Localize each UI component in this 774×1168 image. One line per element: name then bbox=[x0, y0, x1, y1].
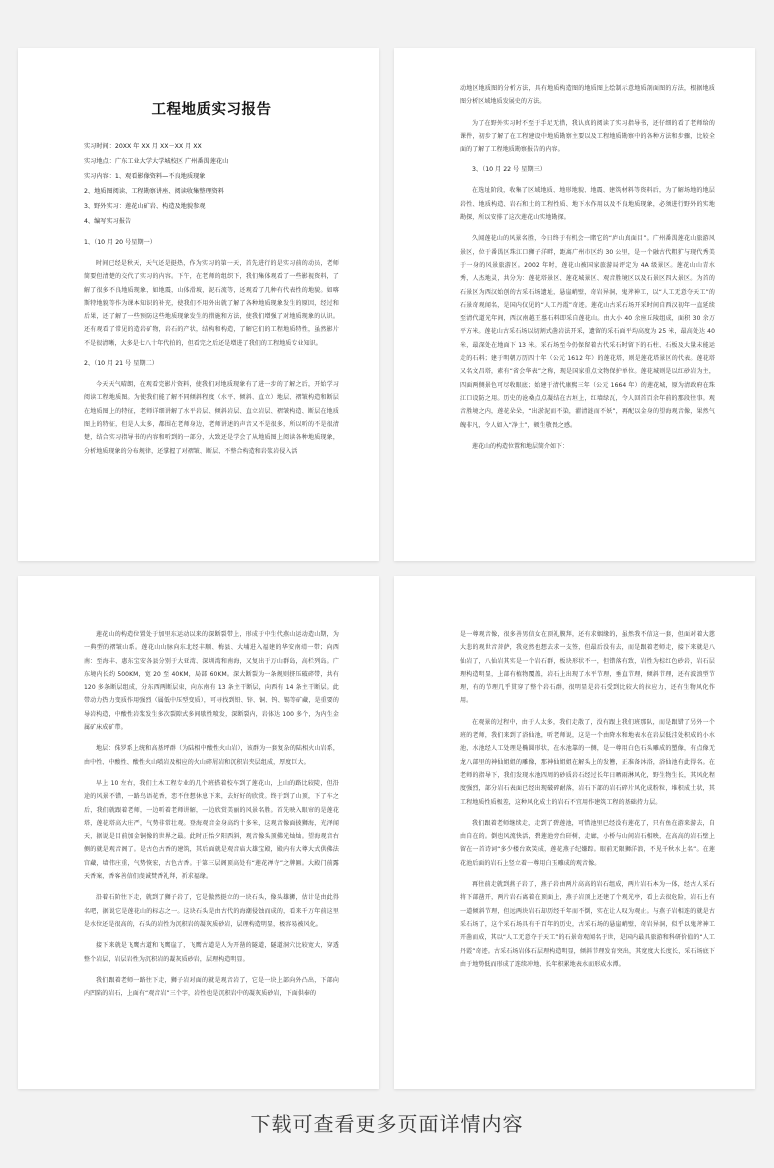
page-1-content bbox=[84, 98, 339, 551]
page-2-paragraph-2: 为了在野外实习时不至于手足无措，我认真的阅读了实习指导书，还仔细的看了老师给的课件，初步了解了在工程建设中地质勘察主要以及工程地质勘察中的各种方法和步骤，比较全面的了解了工程地质勘察报告的内容。 bbox=[460, 119, 715, 154]
page-4-paragraph-4: 再往前走就到燕子岩了，燕子岩由两片高高的岩石组成，两片岩石本为一体，经古人采石将下部凿开，两片岩石离着在顶面上，燕子岩顶上还建了个观光亭，看上去很危险，岩石上有一道倾斜节理，但远两块岩石却历经千年而不倒，实在让人叹为观止。与燕子岩相连的就是古采石场了，这个采石场具有千百年的历史，古采石场的悬崖峭壁，奇岩异洞，似乎以鬼斧神工开凿而成，其以“人工无意夺于天工”的石景奇观闻名于世，是国内最具旅游和科研价值的“人工丹霞”奇迹。古采石场岩体石层理构造明显，倾斜节理发育突出，其宽度大长度长，采石场底下由于地势低而形成了连续冲地、长年积累地表水而形成水潭。 bbox=[460, 881, 715, 968]
meta-content-2: 2、地质图阅读、工程勘察讲座、阅读收集整理资料 bbox=[84, 188, 225, 195]
page-3-paragraph-1: 莲花山的构造位置处于加里东运动以来的深断裂带上，形成于中生代燕山运动造山期，为一典型的褶皱山系。莲花山山脉向东北经丰顺、梅县、大埔进入福建的华安南靖一带；向西南：至海丰、惠东宝安各县分别于大亚湾、深圳湾和南海，又复出于万山群岛，高栏列岛。广东境内长约 500KM，宽 20 至 40KM，局部 60KM。深大断裂为一条规则挤压破碎带，共有 120 多条断层组成，分东西两断层束，向东南有 13 条主干断层，向西有 14 条主干断层。此带动力热力变质作用强烈（属低中压型变质），可寻找到铅、锌、铜、钨、锡等矿藏，是重要的导岩构造，中酸性岩浆发生多次裂隙式多间歇性喷发，深断裂内，岩体达 100 多个，为内生金属矿床成矿带。 bbox=[84, 631, 339, 732]
document-title: 工程地质实习报告 bbox=[151, 102, 272, 118]
page-4-paragraph-3: 我们跟着老师继续走，走到了碧莲池，可惜池里已经没有莲花了，只有鱼在游来游去，自由自在的。倒也风流快活，碧莲池旁台矸树，走廊，小桥与山间岩石相映，在高高的岩石壁上留在一首诗词“多少楼台欢笑成，莲花燕子纪嫌踪。眼前无限狮洋浪，不见千秋水上名”。在莲花池后面的岩石上竖立着一尊用白玉雕成的观音像。 bbox=[460, 819, 715, 867]
section-1-heading: 1、（10 月 20 号星期一） bbox=[84, 239, 156, 246]
page-2-paragraph-1: 动地区地质图的分析方法，具有地质构造图的地质图上绘制示意地质剖面图的方法，根据地质图分析区域地质发展史的方法。 bbox=[460, 85, 715, 106]
page-2-paragraph-4: 久闻莲花山的风景名胜，今日终于有机会一睹它的“庐山真面目”。广州番禺莲花山旅游风景区，位于番禺区珠江口狮子洋畔，距离广州市区约 30 公里，是一个融古代粗犷与现代秀美于一身的风景旅游区。2002 年时，莲花山被国家旅游局评定为 4A 级景区。莲花山山青水秀，人杰地灵，共分为：莲花塔景区、莲花城景区、观音胜境区以及石景区四大景区。为首的石景区为西汉始创的古采石场遗址，悬崖峭壁，奇岩异洞，鬼斧神工，以“人工无意夺天工”的石景奇观闻名，是国内仅见的“人工丹霞”奇迹。莲花山古采石场开采时间自西汉初年一直延续至清代道光年间，西汉南越王墓石料即采自莲花山。由大小 40 余座丘陵组成，面积 30 余万平方米。莲花山古采石场以切割式凿岩法开采，遗留的采石面平均高度为 25 米，最高处达 40 米，最深处在地面下 13 米。采石场至今仍保留着古代采石时留下的石柱、石板及大量未能运走的石料；建于明朝万历四十年（公元 1612 年）的莲花塔，则是莲花塔景区的代表。莲花塔又名文昌塔，素有“省会华表”之称，现是国家重点文物保护单位。莲花城则是以红砂岩为主，四面两侧景色可尽收眼底；始建于清代康熙三年（公元 1664 年）的莲花城，原为清政府在珠江口设防之用。历史的沧桑点点凝结在古垣上，红墙绿瓦，令人回首百余年前的那段往事。观音胜境之内，莲花朵朵，“出淤泥而不染，濯清涟而不妖”，再配以金身的望海观音像，果然气魄非凡，令人如入“净土”，顿生敬畏之感。 bbox=[460, 235, 715, 429]
meta-content-3: 3、野外实习：莲花山矿岩、构造及地貌参观 bbox=[84, 203, 206, 210]
section-3-heading: 3、（10 月 22 号 星期三） bbox=[472, 166, 546, 174]
page-4-content bbox=[460, 628, 715, 1079]
page-3-paragraph-5: 接下来就是飞鹰古道和飞鹰崖了，飞鹰古道是人为开凿的隧道，隧道洞穴比较宽大，穿透整个岩层，岩层岩性为沉积岩的凝灰质砂岩，层理构造明显。 bbox=[84, 942, 339, 963]
section-1-paragraph: 时间已经是秋天，天气还是挺热，作为实习的第一天，首先进行的是实习前的动员，老师简要但清楚的交代了实习的内容。下午，在老师的组织下，我们集体观看了一些影视资料，了解了很多不良地质现象，如地震，山体滑坡，泥石流等，还观看了几种有代表性的地貌。如喀斯特地貌等作为课本知识的补充，使我们不用外出就了解了各种地质现象发生的原因，经过和后果，还了解了一些预防这些地质现象发生的措施和方法，使我们增强了对地质现象的认识。还有观看了常见的造岩矿物，岩石的产状，结构和构造，了解它们的工程地质特性，虽然影片不是很清晰，大多是七八十年代拍的，但看完之后还是增进了我们的工程地质专业知识。 bbox=[84, 260, 339, 347]
document-page-1 bbox=[18, 48, 379, 561]
download-more-prompt[interactable]: 下载可查看更多页面详情内容 bbox=[250, 1112, 524, 1136]
page-2-paragraph-3: 在选址阶段，收集了区域地质、地形地貌、地震、建筑材料等资料后，为了解场地的地层岩性、地质构造、岩石和土的工程性质、地下水作用以及不良地质现象，必须进行野外的实地勘探，所以安排了这次莲花山实地勘探。 bbox=[460, 187, 715, 222]
page-2-content bbox=[460, 82, 715, 551]
page-4-paragraph-1: 是一尊观音像，很多善男信女在顶礼膜拜，还有求姻缘的，虽然我不信这一套，但面对着大慈大悲的观世音菩萨，我竟然也想去求一支签，但最后没有去，而是跟着老师走，接下来就是八仙岩了，八仙岩其实是一个岩石群，板块形状不一，但错落有致，岩性为棕红色砂岩，岩石层理构造明显，上部有植物覆盖，岩石上出现了水平节理，垂直节理，倾斜节理，还有波浪型节理，有的节理几乎贯穿了整个岩石群，很明显是岩石受到比较大的拉应力，还有生物风化作用。 bbox=[460, 631, 715, 705]
page-3-paragraph-2: 地层：侏罗系上统和高基坪群（为陆相中酸性火山岩），该群为一套复杂的陆相火山岩系，由中性、中酸性、酸性火山喷岩及相应的火山碎屑岩和沉积岩夹层组成，厚度巨大。 bbox=[84, 745, 339, 766]
page-3-content bbox=[84, 628, 339, 1079]
meta-content-4: 4、编写实习报告 bbox=[84, 218, 132, 225]
page-3-paragraph-4: 沿着石阶往下走，就到了狮子岩了，它是傲然挺立的一块石头，像头雄狮，估计是由此得名吧，据说它是莲花山的标志之一。这块石头是由古代的海潮侵蚀而成的，看来千万年前这里是水位还是很高的，石头的岩性为沉积岩的凝灰质砂岩，层理构造明显，极容易被风化。 bbox=[84, 894, 339, 928]
meta-time: 实习时间：20XX 年 XX 月 XX－XX 月 XX bbox=[84, 143, 202, 150]
page-3-paragraph-3: 早上 10 左右，我们土木工程专业的几个班搭着校车到了莲花山，上山的路比较陡，但沿途的风景不错，一路鸟语花香，恋不住想休息下来，去好好的欣赏。终于到了山顶，下了车之后，我们就跟着老师，一边听着老师讲解，一边欣赏美丽的风景名胜。首先映入眼帘的是莲花塔，莲花塔高大庄严，气势非常壮观。登海观音金身高约十多米，这观音像面披狮海，光泽闻天，据说是目前加金铜像的世界之最。此时正怡夕阳西斜，观音像头顶佛光灿灿。望海观音右侧的就是观音阁了。是古色古香的建筑，其后面就是观音庙大雄宝殿，殿内有大尊大式供佛法宫藏，墙伟庄重，气势恢宏，古色古香。于第三层阁顶高处有“莲花禅寺”之牌匾。大殿门前露天香案，香客善信们虔诚焚香礼拜，祈求福缘。 bbox=[84, 779, 339, 881]
document-page-2 bbox=[394, 48, 755, 561]
page-2-caption: 莲花山的构造位置和地层简介如下： bbox=[472, 442, 569, 450]
document-page-3 bbox=[18, 576, 379, 1089]
page-4-paragraph-2: 在观景的过程中，由于人太多，我们走散了，没有跟上我们班那队，而是跟错了另外一个班的老师，我们来到了浴仙池，听老师说，这是一个由降水和地表水在岩层低洼处积成的小水池，水池经人工处理是椭圆形状，在水池靠的一侧，是一尊用白色石头雕成的塑像，有点像无龙八部里的神仙姐姐的雕像，那神仙姐姐在解头上的发簪，正准备沐浴，浴仙池有此得名。在老师的指导下，我们发现水池四周的砂质岩石经过长年日晒雨淋风化，野生物生长，其风化程度强烈，部分岩石表面已经出现破碎耐落，岩石下部的岩石碎片风化成粉粒，堆积成土状，其工程地质性质极差，这种风化成土的岩石不宜用作建筑工程的基础持力层。 bbox=[460, 718, 715, 806]
section-2-heading: 2、（10 月 21 号 星期二） bbox=[84, 360, 158, 368]
meta-content-1: 实习内容：1、观看影像资料—不良地质现象 bbox=[84, 173, 206, 180]
section-2-paragraph: 今天天气晴朗，在观看完影片资料，使我们对地质现象有了进一步的了解之后，开始学习阅读工程地质图。为使我们能了解不同倾斜程度（水平、倾斜、直立）地层、褶皱构造和断层在地质图上的特征，老师详细讲解了水平岩层、倾斜岩层、直立岩层、褶皱构造、断层在地质图上的特征，但是人太多，都围在老师身边，老师讲述的声音又不是很多，所以听的不是很清楚，结合实习指导书的内容和听到的一部分，大致还是学会了从地质图上阅读各种地质现象，分析地质现象的分布规律，还掌握了对褶皱、断层、不整合构造和岩浆岩侵入活 bbox=[84, 381, 339, 455]
page-3-paragraph-6: 我们跟着老师一路往下走，狮子岩对面的就是观音岩了，它是一块上部向外凸出，下部向内凹陷的岩石，上面有“观音岩”三个字，岩性也是沉积岩中的凝灰质砂岩，下面供奉的 bbox=[84, 976, 339, 998]
meta-location: 实习地点：广东工业大学大学城校区 广州番禺莲花山 bbox=[84, 158, 229, 165]
document-page-4 bbox=[394, 576, 755, 1089]
